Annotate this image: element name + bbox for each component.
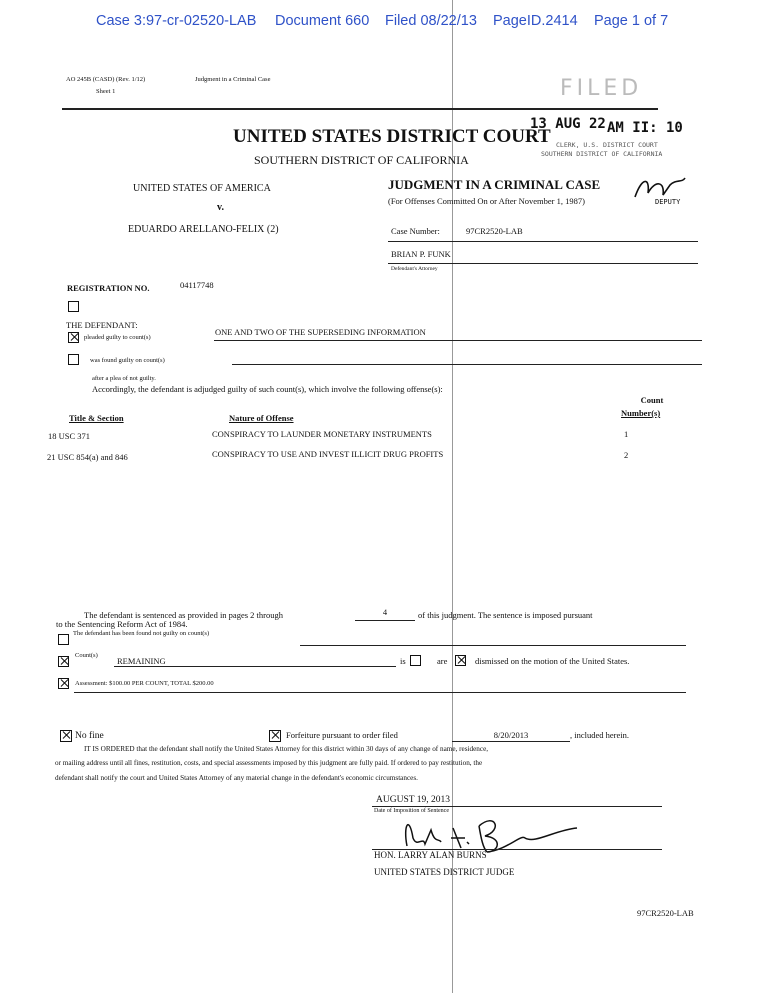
count-header-2: Number(s) [621,408,661,418]
forfeiture-date: 8/20/2013 [493,730,529,740]
stamp-deputy: DEPUTY [655,198,681,206]
found-guilty-label: was found guilty on count(s) [90,357,165,364]
no-fine-checkbox [60,730,72,742]
are-checkbox [455,655,466,666]
title-section-header: Title & Section [69,413,124,423]
count-header-1: Count [640,395,664,405]
offense-count: 1 [624,429,629,439]
pleaded-label: pleaded guilty to count(s) [84,334,151,341]
form-sheet: Sheet 1 [96,88,116,95]
court-district: SOUTHERN DISTRICT OF CALIFORNIA [254,153,469,167]
header-rule [62,108,658,110]
forfeiture-checkbox [269,730,281,742]
header-page: Page 1 of 7 [594,13,669,29]
registration-checkbox [68,301,79,312]
assessment-text: Assessment: $100.00 PER COUNT, TOTAL $200.00 [75,680,214,687]
nature-offense-header: Nature of Offense [229,413,294,423]
pleaded-value: ONE AND TWO OF THE SUPERSEDING INFORMATION [215,327,426,337]
dismissed-text: dismissed on the motion of the United States. [475,656,630,666]
attorney-label: Defendant's Attorney [391,266,438,272]
judgment-subtitle: (For Offenses Committed On or After November 1, 1987) [388,196,585,206]
sentence-date-rule [372,806,662,807]
header-filed: Filed 08/22/13 [385,13,477,29]
sentence-pages-rule [355,620,415,621]
footer-case-ref: 97CR2520-LAB [637,908,694,918]
assessment-checkbox [58,678,69,689]
registration-label: REGISTRATION NO. [67,283,150,293]
plaintiff: UNITED STATES OF AMERICA [133,183,271,194]
order-line-3: defendant shall notify the court and United States Attorney of any material change in the defendant's economic circumstances. [55,774,418,782]
sentence-text-a: The defendant is sentenced as provided in pages 2 through [84,610,283,620]
offense-nature: CONSPIRACY TO USE AND INVEST ILLICIT DRUG PROFITS [212,449,444,459]
found-guilty-rule [232,364,702,365]
form-title: Judgment in a Criminal Case [195,76,271,83]
stamp-date: 13 AUG 22 [530,116,606,132]
order-line-2: or mailing address until all fines, restitution, costs, and special assessments imposed by this judgment are fully paid. If ordered to pay restitution, the [55,759,483,767]
judge-title: UNITED STATES DISTRICT JUDGE [374,867,515,877]
forfeiture-included: , included herein. [570,730,630,740]
is-label: is [400,656,406,666]
assessment-rule [74,692,686,693]
forfeiture-date-rule [452,741,570,742]
after-plea: after a plea of not guilty. [92,375,156,382]
pleaded-guilty-checkbox [68,332,79,343]
is-checkbox [410,655,421,666]
counts-value: REMAINING [117,656,166,666]
court-name: UNITED STATES DISTRICT COURT [233,126,551,147]
counts-dismissed-checkbox [58,656,69,667]
sentence-text-b: of this judgment. The sentence is imposed pursuant [418,610,593,620]
attorney-name: BRIAN P. FUNK [391,249,451,259]
registration-number: 04117748 [180,280,214,290]
are-label: are [437,656,448,666]
filed-stamp: FILED [560,76,643,101]
not-guilty-label: The defendant has been found not guilty on count(s) [73,630,210,637]
sentence-date-label: Date of Imposition of Sentence [374,808,449,814]
case-number-rule [388,241,698,242]
counts-label: Count(s) [75,652,98,659]
not-guilty-checkbox [58,634,69,645]
form-id: AO 245B (CASD) (Rev. 1/12) [66,76,146,83]
not-guilty-rule [300,645,686,646]
versus: v. [217,202,224,213]
accordingly-text: Accordingly, the defendant is adjudged guilty of such count(s), which involve the following offense(s): [92,384,443,394]
case-number-label: Case Number: [391,226,440,236]
case-number: 97CR2520-LAB [466,226,523,236]
offense-title: 21 USC 854(a) and 846 [47,452,128,462]
found-guilty-checkbox [68,354,79,365]
order-line-1: IT IS ORDERED that the defendant shall notify the United States Attorney for this district within 30 days of any change of name, residence, [84,745,489,753]
header-page-id: PageID.2414 [493,13,578,29]
header-document: Document 660 [275,13,370,29]
judgment-title: JUDGMENT IN A CRIMINAL CASE [388,177,601,192]
clerk-initials-signature [630,175,690,205]
judge-name: HON. LARRY ALAN BURNS [374,850,487,860]
stamp-clerk: CLERK, U.S. DISTRICT COURT [556,141,658,149]
sentence-pages: 4 [382,607,388,617]
stamp-time: AM II: 10 [607,120,683,136]
offense-nature: CONSPIRACY TO LAUNDER MONETARY INSTRUMENTS [212,429,432,439]
counts-rule [114,666,396,667]
attorney-rule [388,263,698,264]
defendant-heading: THE DEFENDANT: [66,320,138,330]
no-fine-label: No fine [75,731,104,741]
forfeiture-label: Forfeiture pursuant to order filed [286,730,398,740]
sentence-text-c: to the Sentencing Reform Act of 1984. [56,619,188,629]
header-case: Case 3:97-cr-02520-LAB [96,13,257,29]
pleaded-rule [214,340,702,341]
stamp-district: SOUTHERN DISTRICT OF CALIFORNIA [541,150,663,158]
defendant-name: EDUARDO ARELLANO-FELIX (2) [128,224,279,235]
sentence-date: AUGUST 19, 2013 [376,795,450,805]
offense-count: 2 [624,450,629,460]
offense-title: 18 USC 371 [48,431,91,441]
